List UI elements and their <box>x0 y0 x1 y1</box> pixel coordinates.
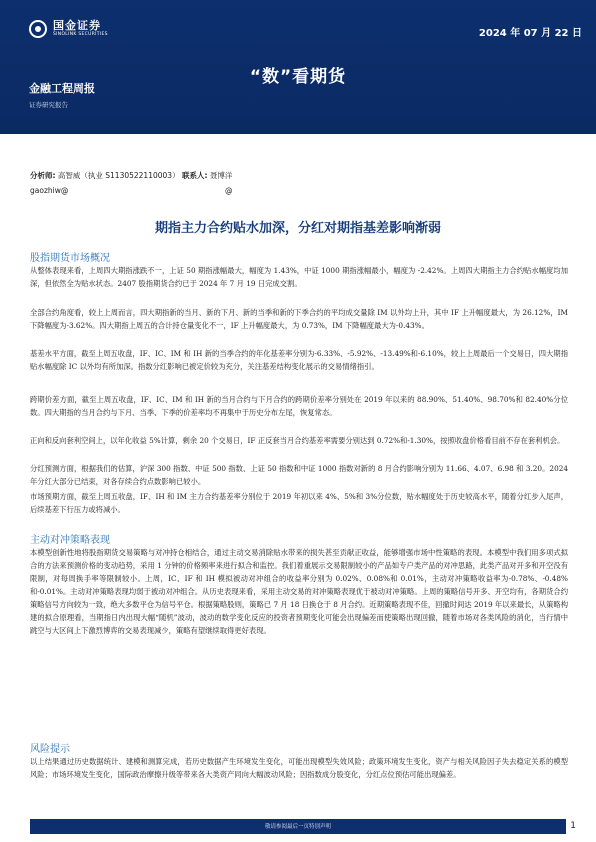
section-title-risk-warning: 风险提示 <box>30 744 70 755</box>
report-type: 证券研究报告 <box>29 101 68 109</box>
analyst-line <box>30 170 232 181</box>
email-line <box>30 186 250 195</box>
report-headline: 期指主力合约贴水加深，分红对期指基差影响渐弱 <box>154 221 441 236</box>
report-series: 金融工程周报 <box>29 82 95 95</box>
footer-bar <box>30 819 566 834</box>
analyst-email[interactable]: gaozhiw@ <box>30 186 69 195</box>
paragraph: 分红预测方面，根据我们的估算，沪深 300 指数、中证 500 指数、上证 50 指数和中证 1000 指数对新的 8 月合约影响分别为 11.66、4.07、6.98 和 3.20。2024 年分红大部分已结束，对各存续合约点数影响已较小。 <box>30 464 568 486</box>
contact-email[interactable]: @ <box>225 186 233 195</box>
section-title-hedging-strategy: 主动对冲策略表现 <box>30 535 110 546</box>
paragraph: 本模型创新性地将股指期货交易策略与对冲持仓相结合，通过主动交易消除贴水带来的损失甚至贡献正收益，能够增强市场中性策略的表现。本模型中我们用多项式拟合的方法来预测价格的变动趋势，采用 1 分钟的价格频率来进行拟合和监控。我们着重展示交易限制较小的产品如专户类产品的对冲思路，此类产品对开多和开空没有限制，对每周换手率等限制较小。上周，IC、IF 和 IH 模拟被动对冲组合的收益率分别为 0.02%、0.08%和 0.01%，主动对冲策略收益率为-0.78%、-0.48%和-0.01%。主动对冲策略表现均弱于被动对冲组合。从历史表现来看，采用主动交易的对冲策略表现优于被动对冲策略。上周的策略信号开多、开空均有，各期货合约策略信号方向较为一致，绝大多数平仓为信号平仓。根据策略股则，策略已 7 月 18 日换仓于 8 月合约。近期策略表现不佳，回撤时间达 2019 年以来最长，从策略构建的拟合原理看，当期指日内出现大幅“随机”波动，波动的数学变化反应的投资者预期变化可能会出现偏差而使策略出现回撤，随着市场对各类风险的消化，当行情中跳空与大区间上下激烈博弈的交易表现减少，策略有望继续取得更好表现。 <box>30 548 568 635</box>
brand-logo <box>29 20 108 38</box>
paragraph: 从整体表现来看，上周四大期指涨跌不一，上证 50 期指涨幅最大，幅度为 1.43%，中证 1000 期指涨幅最小，幅度为 -2.42%。上周四大期指主力合约贴水幅度均加深，但依然全为贴水状态。2407 股指期货合约已于 2024 年 7 月 19 日完成交割。 <box>30 266 568 288</box>
report-title: “数”看期货 <box>249 67 347 87</box>
paragraph: 跨期价差方面，截至上周五收盘，IF、IC、IM 和 IH 新的当月合约与下月合约的跨期价差率分别处在 2019 年以来的 88.90%、51.40%、98.70%和 82.40%分位数。四大期指的当月合约与下月、当季、下季的价差率均不再集中于历史分布左尾，恢复常态。 <box>30 395 568 417</box>
analyst-label: 分析师: <box>30 171 56 180</box>
paragraph: 正向和反向套利空间上，以年化收益 5%计算，剩余 20 个交易日，IF 正反套当月合约基差率需要分别达到 0.72%和-1.30%，按照收盘价格看目前不存在套利机会。 <box>30 436 565 445</box>
logo-name-en: SINOLINK SECURITIES <box>53 32 108 38</box>
contact-label: 联系人: <box>181 171 208 180</box>
logo-icon <box>29 20 47 38</box>
report-header <box>0 0 596 134</box>
paragraph: 基差水平方面，截至上周五收盘，IF、IC、IM 和 IH 新的当季合约的年化基差率分别为-6.33%、-5.92%、-13.49%和-6.10%，较上上周最后一个交易日，四大期指贴水幅度除 IC 以外均有所加深。指数分红影响已被定价较为充分，关注基差结构变化展示的交易情绪指引。 <box>30 349 568 371</box>
analyst-name: 高智威（执业 S1130522110003） <box>57 171 180 180</box>
logo-name-cn: 国金证券 <box>53 19 101 33</box>
contact-name: 聂博洋 <box>209 171 233 180</box>
paragraph: 市场预期方面，截至上周五收盘，IF、IH 和 IM 主力合约基差率分别位于 2019 年初以来 4%、5%和 3%分位数，贴水幅度处于历史较高水平，随着分红步入尾声，后续基差下行压力或将减小。 <box>30 492 568 514</box>
paragraph: 以上结果通过历史数据统计、建模和测算完成，若历史数据产生环境发生变化，可能出现模型失效风险；政策环境发生变化，资产与相关风险因子失去稳定关系的模型风险；市场环境发生变化，国际政治摩擦升级等带来各大类资产同向大幅波动风险；因指数成分股变化，分红点位预估可能出现偏差。 <box>30 757 568 779</box>
page-number: 1 <box>570 821 576 831</box>
footer-disclaimer[interactable]: 敬请参阅最后一页特别声明 <box>264 824 331 830</box>
paragraph: 全部合约角度看，较上上周而言，四大期指新的当月、新的下月、新的当季和新的下季合约的平均成交量除 IM 以外均上升，其中 IF 上升幅度最大，为 26.12%，IM 下降幅度为-3.62%。四大期指上周五的合计持仓量变化不一，IF 上升幅度最大，为 0.73%，IM 下降幅度最大为-0.43%。 <box>30 308 568 330</box>
report-date: 2024 年 07 月 22 日 <box>478 28 582 39</box>
section-title-market-overview: 股指期货市场概况 <box>30 253 110 264</box>
